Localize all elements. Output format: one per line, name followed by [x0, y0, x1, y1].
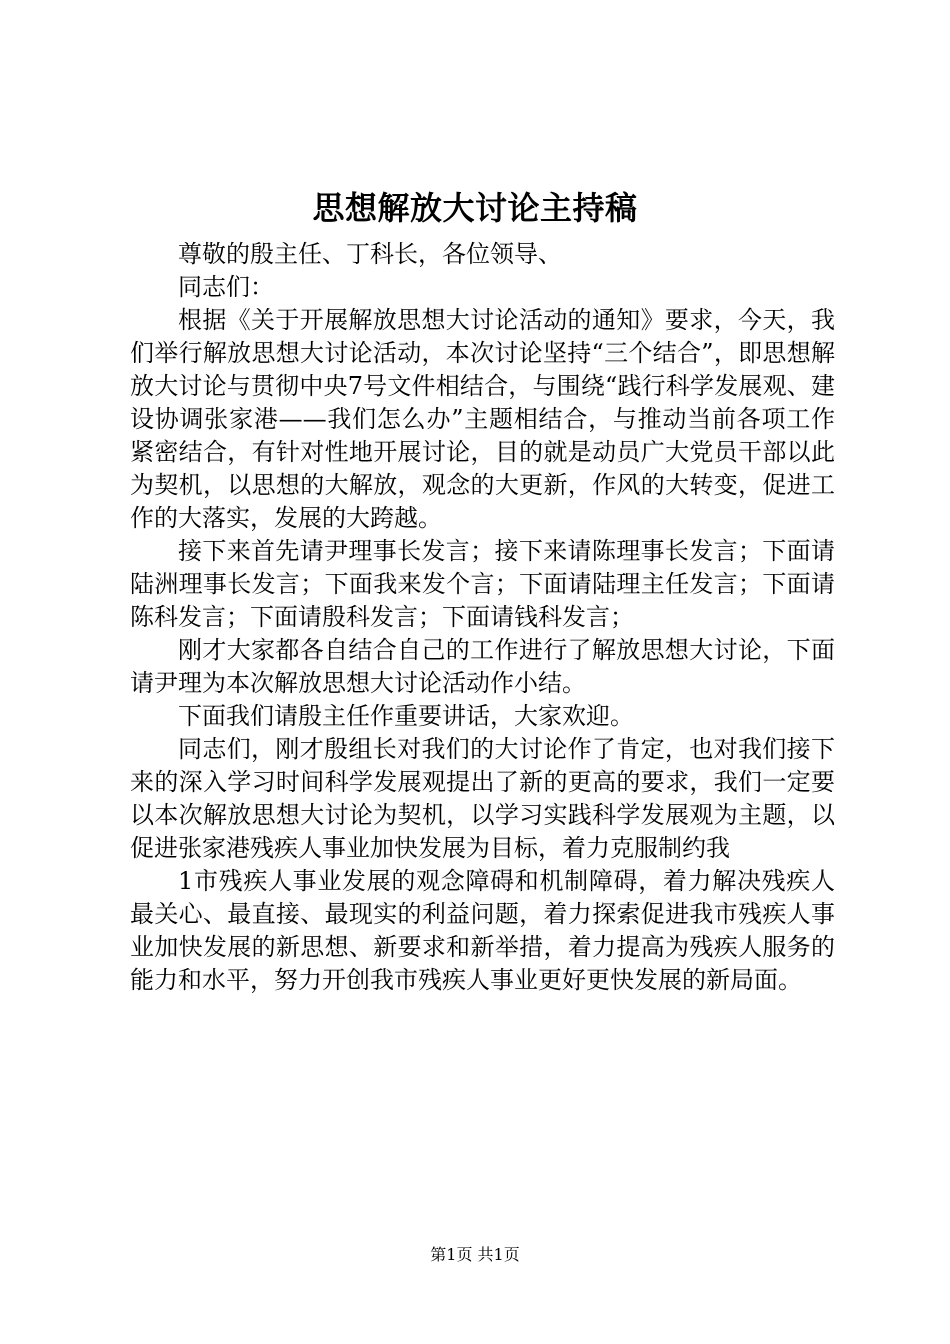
- body-paragraph: 刚才大家都各自结合自己的工作进行了解放思想大讨论，下面请尹理为本次解放思想大讨论活动作小结。: [130, 636, 835, 697]
- document-title: 思想解放大讨论主持稿: [312, 189, 638, 227]
- body-paragraph: 同志们，刚才殷组长对我们的大讨论作了肯定，也对我们接下来的深入学习时间科学发展观提出了新的更高的要求，我们一定要以本次解放思想大讨论为契机，以学习实践科学发展观为主题，以促进张家港残疾人事业加快发展为目标，着力克服制约我: [130, 735, 835, 862]
- salutation-line: 尊敬的殷主任、丁科长，各位领导、: [178, 240, 562, 268]
- body-paragraph: 下面我们请殷主任作重要讲话，大家欢迎。: [178, 702, 634, 730]
- body-paragraph: 接下来首先请尹理事长发言；接下来请陈理事长发言；下面请陆洲理事长发言；下面我来发个言；下面请陆理主任发言；下面请陈科发言；下面请殷科发言；下面请钱科发言；: [130, 537, 835, 631]
- body-paragraph: 1市残疾人事业发展的观念障碍和机制障碍，着力解决残疾人最关心、最直接、最现实的利益问题，着力探索促进我市残疾人事业加快发展的新思想、新要求和新举措，着力提高为残疾人服务的能力和水平，努力开创我市残疾人事业更好更快发展的新局面。: [130, 867, 835, 994]
- salutation-line: 同志们：: [178, 273, 274, 301]
- page-footer: 第1页 共1页: [430, 1245, 520, 1264]
- document-body: [130, 238, 835, 997]
- body-paragraph: 根据《关于开展解放思想大讨论活动的通知》要求，今天，我们举行解放思想大讨论活动，本次讨论坚持“三个结合”，即思想解放大讨论与贯彻中央7号文件相结合，与围绕“践行科学发展观、建设协调张家港——我们怎么办”主题相结合，与推动当前各项工作紧密结合，有针对性地开展讨论，目的就是动员广大党员干部以此为契机，以思想的大解放，观念的大更新，作风的大转变，促进工作的大落实，发展的大跨越。: [130, 306, 835, 532]
